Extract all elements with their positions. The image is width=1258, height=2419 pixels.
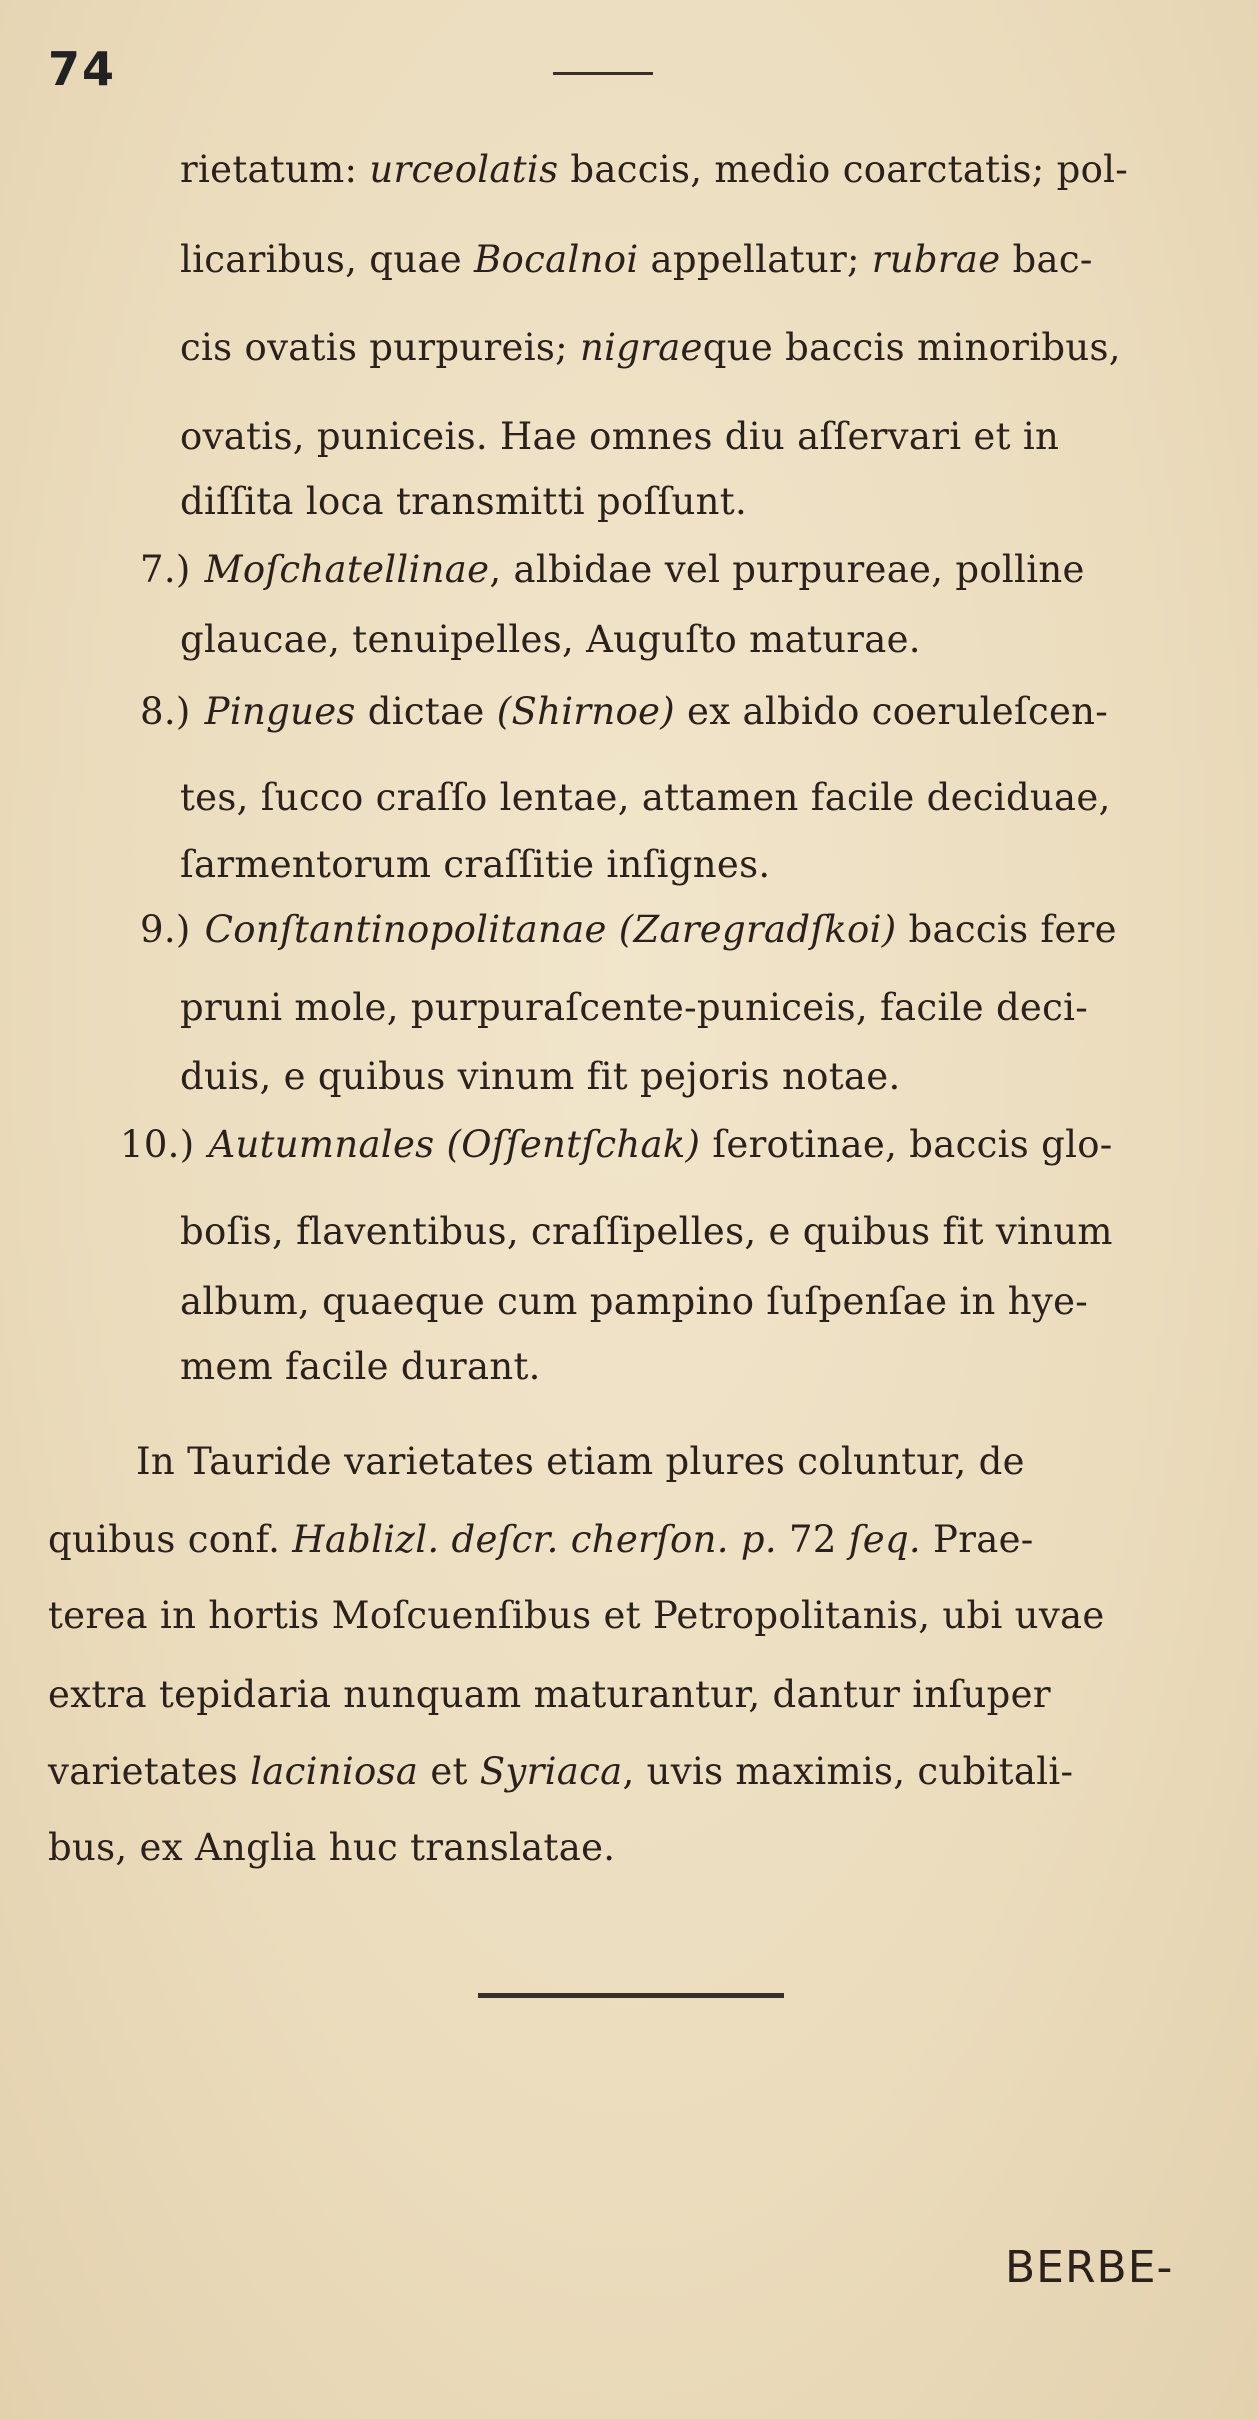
italic-term: urceolatis bbox=[369, 148, 559, 191]
text-line bbox=[120, 1125, 1230, 1165]
text-line bbox=[180, 845, 1230, 885]
text-line bbox=[180, 988, 1230, 1028]
text-segment: glaucae, tenuipelles, Auguſto maturae. bbox=[180, 618, 921, 661]
text-segment: et bbox=[418, 1750, 480, 1793]
text-line bbox=[48, 1596, 1228, 1636]
text-segment: album, quaeque cum pampino ſuſpenſae in hye- bbox=[180, 1280, 1089, 1323]
text-segment: appellatur; bbox=[638, 238, 872, 281]
text-line bbox=[180, 1282, 1230, 1322]
italic-term: Moſchatellinae bbox=[204, 548, 490, 591]
text-segment: , uvis maximis, cubitali- bbox=[622, 1750, 1074, 1793]
italic-term: Conſtantinopolitanae (Zaregradſkoi) bbox=[204, 908, 897, 951]
text-segment: extra tepidaria nunquam maturantur, dantur inſuper bbox=[48, 1673, 1051, 1716]
text-line bbox=[180, 1057, 1230, 1097]
catchword: BERBE- bbox=[1005, 2242, 1174, 2293]
text-segment: quibus conf. bbox=[48, 1518, 293, 1561]
text-line bbox=[48, 1520, 1228, 1560]
text-line bbox=[48, 1752, 1228, 1792]
text-line bbox=[180, 778, 1230, 818]
text-segment: pruni mole, purpuraſcente-puniceis, facile deci- bbox=[180, 986, 1089, 1029]
italic-term: Hablizl. deſcr. cherſon. p. bbox=[292, 1518, 777, 1561]
text-line bbox=[180, 1347, 1230, 1387]
italic-term: nigrae bbox=[579, 326, 703, 369]
text-segment: , albidae vel purpureae, polline bbox=[489, 548, 1085, 591]
text-segment: terea in hortis Moſcuenſibus et Petropolitanis, ubi uvae bbox=[48, 1594, 1105, 1637]
item-number: 7.) bbox=[140, 548, 191, 591]
italic-term: Autumnales (Oſſentſchak) bbox=[208, 1123, 701, 1166]
text-segment: que baccis minoribus, bbox=[702, 326, 1121, 369]
text-line bbox=[180, 328, 1230, 368]
text-line bbox=[48, 1828, 1228, 1868]
text-segment: dictae bbox=[355, 690, 497, 733]
text-segment: ſerotinae, baccis glo- bbox=[700, 1123, 1113, 1166]
text-segment: tes, ſucco craſſo lentae, attamen facile deciduae, bbox=[180, 776, 1111, 819]
text-segment: baccis fere bbox=[896, 908, 1117, 951]
item-number: 8.) bbox=[140, 690, 191, 733]
italic-term: rubrae bbox=[871, 238, 1001, 281]
italic-term: Syriaca bbox=[479, 1750, 623, 1793]
italic-term: laciniosa bbox=[250, 1750, 419, 1793]
text-segment: varietates bbox=[48, 1750, 251, 1793]
text-segment: rietatum: bbox=[180, 148, 370, 191]
text-line bbox=[140, 692, 1230, 732]
item-number: 9.) bbox=[140, 908, 191, 951]
text-segment: 72 bbox=[776, 1518, 849, 1561]
text-line bbox=[140, 550, 1230, 590]
text-line bbox=[140, 910, 1230, 950]
text-segment: ovatis, puniceis. Hae omnes diu aſſervari et in bbox=[180, 415, 1060, 458]
text-segment: ſarmentorum craſſitie inſignes. bbox=[180, 843, 771, 886]
item-number: 10.) bbox=[120, 1123, 195, 1166]
text-segment: Prae- bbox=[921, 1518, 1034, 1561]
text-segment: baccis, medio coarctatis; pol- bbox=[558, 148, 1129, 191]
text-segment: bac- bbox=[1000, 238, 1093, 281]
text-line bbox=[180, 150, 1230, 190]
text-segment: licaribus, quae bbox=[180, 238, 475, 281]
italic-term: ſeq. bbox=[848, 1518, 921, 1561]
text-line bbox=[180, 1212, 1230, 1252]
italic-term: Pingues bbox=[204, 690, 356, 733]
text-segment: ex albido coeruleſcen- bbox=[674, 690, 1109, 733]
text-segment: bus, ex Anglia huc translatae. bbox=[48, 1826, 616, 1869]
italic-term: Bocalnoi bbox=[474, 238, 639, 281]
text-line bbox=[180, 417, 1230, 457]
text-segment: duis, e quibus vinum fit pejoris notae. bbox=[180, 1055, 901, 1098]
footer-rule bbox=[478, 1993, 784, 1998]
text-line bbox=[48, 1675, 1228, 1715]
text-segment: boſis, flaventibus, craſſipelles, e quibus fit vinum bbox=[180, 1210, 1113, 1253]
text-segment: diſſita loca transmitti poſſunt. bbox=[180, 480, 748, 523]
text-line bbox=[136, 1442, 1230, 1482]
text-segment: cis ovatis purpureis; bbox=[180, 326, 580, 369]
text-segment: In Tauride varietates etiam plures coluntur, de bbox=[136, 1440, 1025, 1483]
page-number: 74 bbox=[48, 42, 117, 96]
italic-term: (Shirnoe) bbox=[496, 690, 675, 733]
header-rule bbox=[553, 72, 653, 75]
text-line bbox=[180, 240, 1230, 280]
text-line bbox=[180, 482, 1230, 522]
text-line bbox=[180, 620, 1230, 660]
text-segment: mem facile durant. bbox=[180, 1345, 541, 1388]
